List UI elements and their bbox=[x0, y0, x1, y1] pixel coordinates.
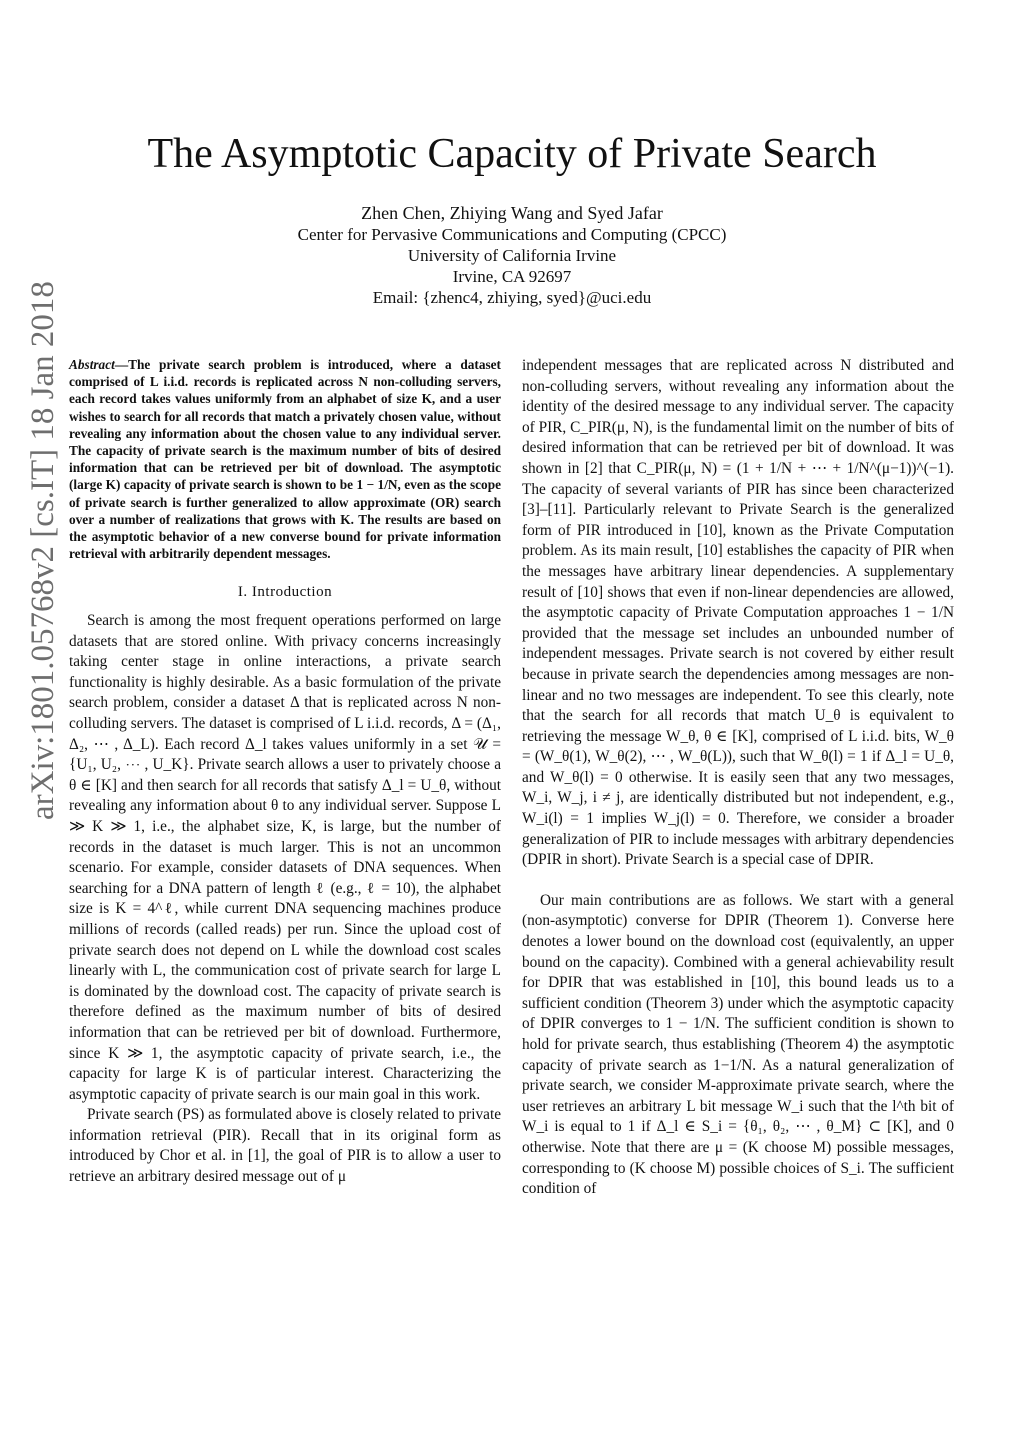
pir-paragraph: independent messages that are replicated across N distributed and non-colluding servers, without revealing any information about the identity of the desired message to any individual server. The capacity of PIR, C_PIR(μ, N), is the fundamental limit on the number of bits of desired information that can be retrieved per bit of download. It was shown in [2] that C_PIR(μ, N) = (1 + 1/N + ⋯ + 1/N^(μ−1))^(−1). The capacity of several variants of PIR has since been characterized [3]–[11]. Particularly relevant to Private Search is the generalized form of PIR introduced in [10], known as the Private Computation problem. As its main result, [10] establishes the capacity of PIR when the messages have arbitrary linear dependencies. A supplementary result of [10] shows that even if non-linear dependencies are allowed, the asymptotic capacity of Private Computation approaches 1 − 1/N provided that the message set includes an unbounded number of independent messages. Private search is not covered by either result because in private search the dependencies among messages are non-linear and no two messages are independent. To see this clearly, note that the search for all records that match U_θ is equivalent to retrieving the message W_θ, θ ∈ [K], comprised of L i.i.d. bits, W_θ = (W_θ(1), W_θ(2), ⋯ , W_θ(L)), such that W_θ(l) = 1 if Δ_l = U_θ, and W_θ(l) = 0 otherwise. It is easily seen that any two messages, W_i, W_j, i ≠ j, are identically distributed but not independent, e.g., W_i(l) = 1 implies W_j(l) = 0. Therefore, we consider a broader generalization of PIR to include messages with arbitrary dependencies (DPIR in short). Private Search is a special case of DPIR. bbox=[522, 357, 954, 869]
author-block bbox=[0, 203, 1024, 308]
left-column bbox=[69, 356, 501, 1188]
author-email: Email: {zhenc4, zhiying, syed}@uci.edu bbox=[372, 288, 652, 307]
abstract-lead: Abstract bbox=[69, 357, 115, 372]
abstract bbox=[69, 356, 501, 562]
affiliation-university: University of California Irvine bbox=[407, 246, 617, 265]
author-names: Zhen Chen, Zhiying Wang and Syed Jafar bbox=[361, 203, 663, 223]
intro-paragraph-2: Private search (PS) as formulated above is closely related to private information retrieval (PIR). Recall that in its original form as introduced by Chor et al. in [1], the goal of PIR is to allow a user to retrieve an arbitrary desired message out of μ bbox=[69, 1106, 501, 1186]
intro-paragraph-1: Search is among the most frequent operations performed on large datasets that are stored online. With privacy concerns increasingly taking center stage in online interactions, a private search functionality is highly desirable. As a basic formulation of the private search problem, consider a dataset Δ that is replicated across N non-colluding servers. The dataset is comprised of L i.i.d. records, Δ = (Δ₁, Δ₂, ⋯ , Δ_L). Each record Δ_l takes values uniformly in a set 𝒰 = {U₁, U₂, ⋯ , U_K}. Private search allows a user to privately choose a θ ∈ [K] and then search for all records that satisfy Δ_l = U_θ, without revealing any information about θ to any individual server. Suppose L ≫ K ≫ 1, i.e., the alphabet size, K, is large, but the number of records in the dataset is much larger. This is not an uncommon scenario. For example, consider datasets of DNA sequences. When searching for a DNA pattern of length ℓ (e.g., ℓ = 10), the alphabet size is K = 4^ℓ, while current DNA sequencing machines produce millions of records (called reads) per run. Since the upload cost of private search does not depend on L while the download cost scales linearly with L, the communication cost of private search for large L is dominated by the download cost. The capacity of private search is therefore defined as the maximum number of bits of desired information that can be retrieved per bit of download. Furthermore, since K ≫ 1, the asymptotic capacity of private search, i.e., the capacity for large K is of particular interest. Characterizing the asymptotic capacity of private search is our main goal in this work. bbox=[69, 612, 501, 1103]
affiliation-location: Irvine, CA 92697 bbox=[452, 267, 572, 286]
abstract-text: —The private search problem is introduced, where a dataset comprised of L i.i.d. records is replicated across N non-colluding servers, each record takes values uniformly from an alphabet of size K, and a user wishes to search for all records that match a privately chosen value, without revealing any information about the chosen value to any individual server. The capacity of private search is the maximum number of bits of desired information that can be retrieved per bit of download. The asymptotic (large K) capacity of private search is shown to be 1 − 1/N, even as the scope of private search is further generalized to allow approximate (OR) search over a number of realizations that grows with K. The results are based on the asymptotic behavior of a new converse bound for private information retrieval with arbitrarily dependent messages. bbox=[69, 357, 501, 562]
arxiv-identifier: arXiv:1801.05768v2 [cs.IT] 18 Jan 2018 bbox=[25, 281, 61, 820]
paragraph-gap bbox=[522, 871, 954, 891]
paper-title: The Asymptotic Capacity of Private Search bbox=[147, 131, 877, 177]
affiliation-center: Center for Pervasive Communications and Computing (CPCC) bbox=[297, 225, 727, 244]
right-column bbox=[522, 356, 954, 1200]
section-heading-introduction: I. Introduction bbox=[237, 584, 333, 601]
contributions-paragraph: Our main contributions are as follows. We start with a general (non-asymptotic) converse for DPIR (Theorem 1). Converse here denotes a lower bound on the download cost (equivalently, an upper bound on the capacity). Combined with a general achievability result for DPIR that was established in [10], this bound leads us to a sufficient condition (Theorem 3) under which the asymptotic capacity of DPIR converges to 1 − 1/N. The sufficient condition is shown to hold for private search, thus establishing (Theorem 4) the asymptotic capacity of private search as 1−1/N. As a natural generalization of private search, we consider M-approximate private search, where the user retrieves an arbitrary L bit message W_i such that the l^th bit of W_i is equal to 1 if Δ_l ∈ S_i = {θ₁, θ₂, ⋯ , θ_M} ⊂ [K], and 0 otherwise. Note that there are μ = (K choose M) possible messages, corresponding to (K choose M) possible choices of S_i. The sufficient condition of bbox=[522, 891, 954, 1198]
